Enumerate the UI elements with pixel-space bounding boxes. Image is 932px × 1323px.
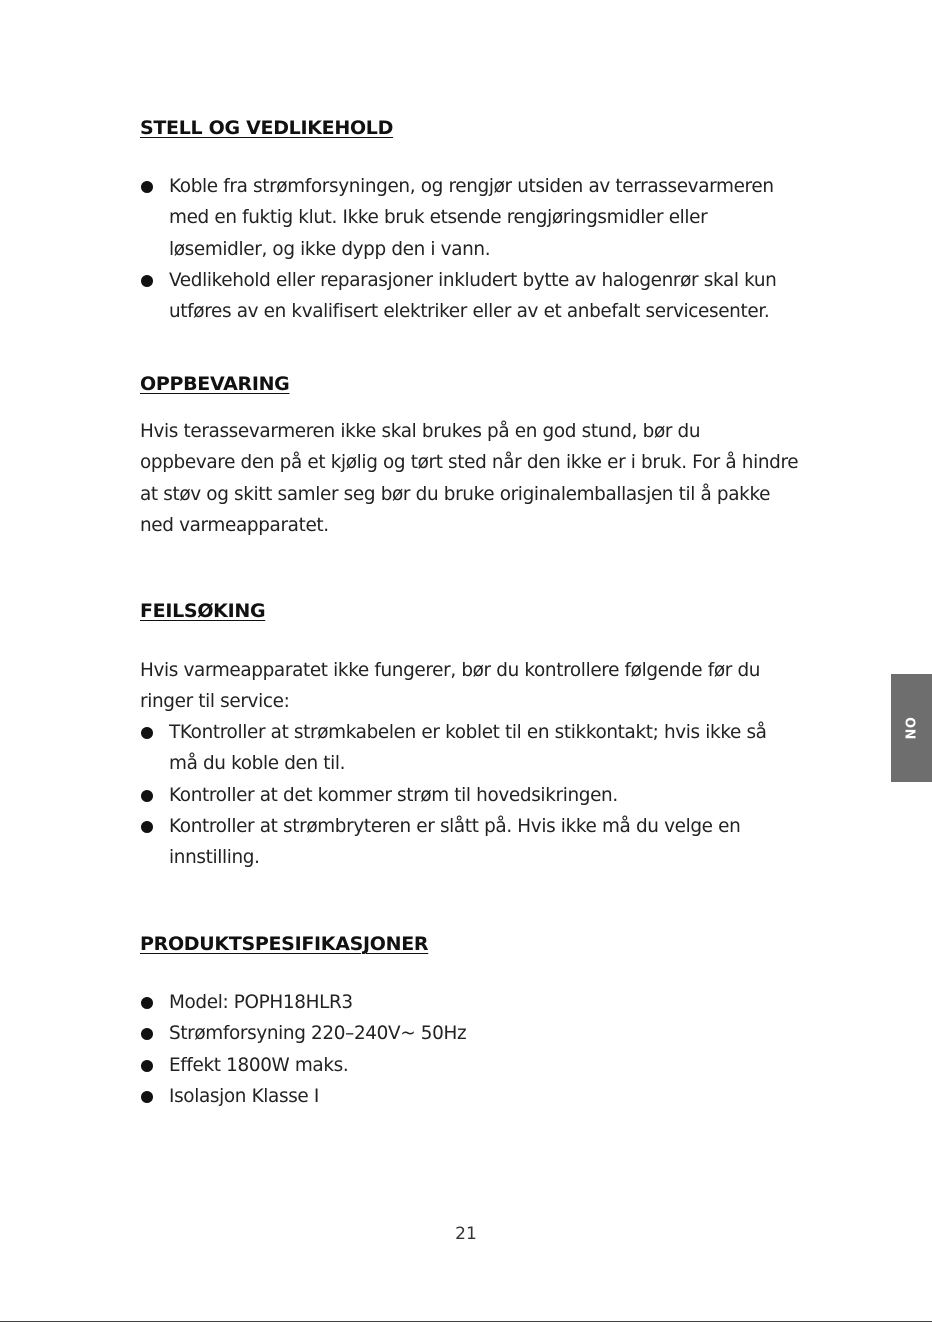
page-number: 21: [455, 1224, 477, 1244]
list-item: [140, 1018, 800, 1049]
bullet-icon: [141, 181, 153, 193]
bullet-icon: [141, 997, 153, 1009]
bullet-icon: [141, 821, 153, 833]
heading-care: STELL OG VEDLIKEHOLD: [140, 117, 394, 139]
heading-storage: OPPBEVARING: [140, 373, 290, 395]
bullet-icon: [141, 1028, 153, 1040]
troubleshooting-item-1: TKontroller at strømkabelen er koblet til en stikkontakt; hvis ikke så må du koble den til.: [169, 722, 767, 775]
spec-insulation: Isolasjon Klasse I: [169, 1085, 319, 1107]
bottom-divider: [0, 1321, 932, 1322]
care-item-2: Vedlikehold eller reparasjoner inkludert bytte av halogenrør skal kun utføres av en kvalifisert elektriker eller av et anbefalt servicesenter.: [169, 269, 777, 323]
spec-model: Model: POPH18HLR3: [169, 992, 353, 1013]
list-item: [140, 171, 800, 265]
spec-power-supply: Strømforsyning 220–240V~ 50Hz: [169, 1023, 467, 1045]
storage-paragraph: Hvis terassevarmeren ikke skal brukes på en god stund, bør du oppbevare den på et kjølig og tørt sted når den ikke er i bruk. For å hindre at støv og skitt samler seg bør du bruke originalemballasjen til å pakke ned varmeapparatet.: [140, 421, 799, 536]
heading-specs: PRODUKTSPESIFIKASJONER: [140, 933, 429, 955]
list-item: [140, 265, 800, 328]
troubleshooting-item-2: Kontroller at det kommer strøm til hovedsikringen.: [169, 784, 618, 806]
specs-list: [140, 987, 800, 1112]
language-tab: [891, 674, 932, 782]
list-item: [140, 1081, 800, 1112]
troubleshooting-item-3: Kontroller at strømbryteren er slått på. Hvis ikke må du velge en innstilling.: [169, 815, 741, 869]
bullet-icon: [141, 1091, 153, 1103]
list-item: [140, 717, 800, 780]
troubleshooting-paragraph: Hvis varmeapparatet ikke fungerer, bør du kontrollere følgende før du ringer til service:: [140, 660, 761, 713]
list-item: [140, 1050, 800, 1081]
spec-output: Effekt 1800W maks.: [169, 1054, 349, 1076]
bullet-icon: [141, 1060, 153, 1072]
language-tab-label: NO: [904, 716, 919, 740]
bullet-icon: [141, 727, 153, 739]
bullet-icon: [141, 275, 153, 287]
care-item-1: Koble fra strømforsyningen, og rengjør utsiden av terrassevarmeren med en fuktig klut. Ikke bruk etsende rengjøringsmidler eller løsemidler, og ikke dypp den i vann.: [169, 176, 774, 260]
list-item: [140, 987, 800, 1018]
troubleshooting-list: [140, 717, 800, 873]
list-item: [140, 811, 800, 874]
care-list: [140, 171, 800, 327]
list-item: [140, 780, 800, 811]
bullet-icon: [141, 790, 153, 802]
heading-troubleshooting: FEILSØKING: [140, 600, 266, 622]
